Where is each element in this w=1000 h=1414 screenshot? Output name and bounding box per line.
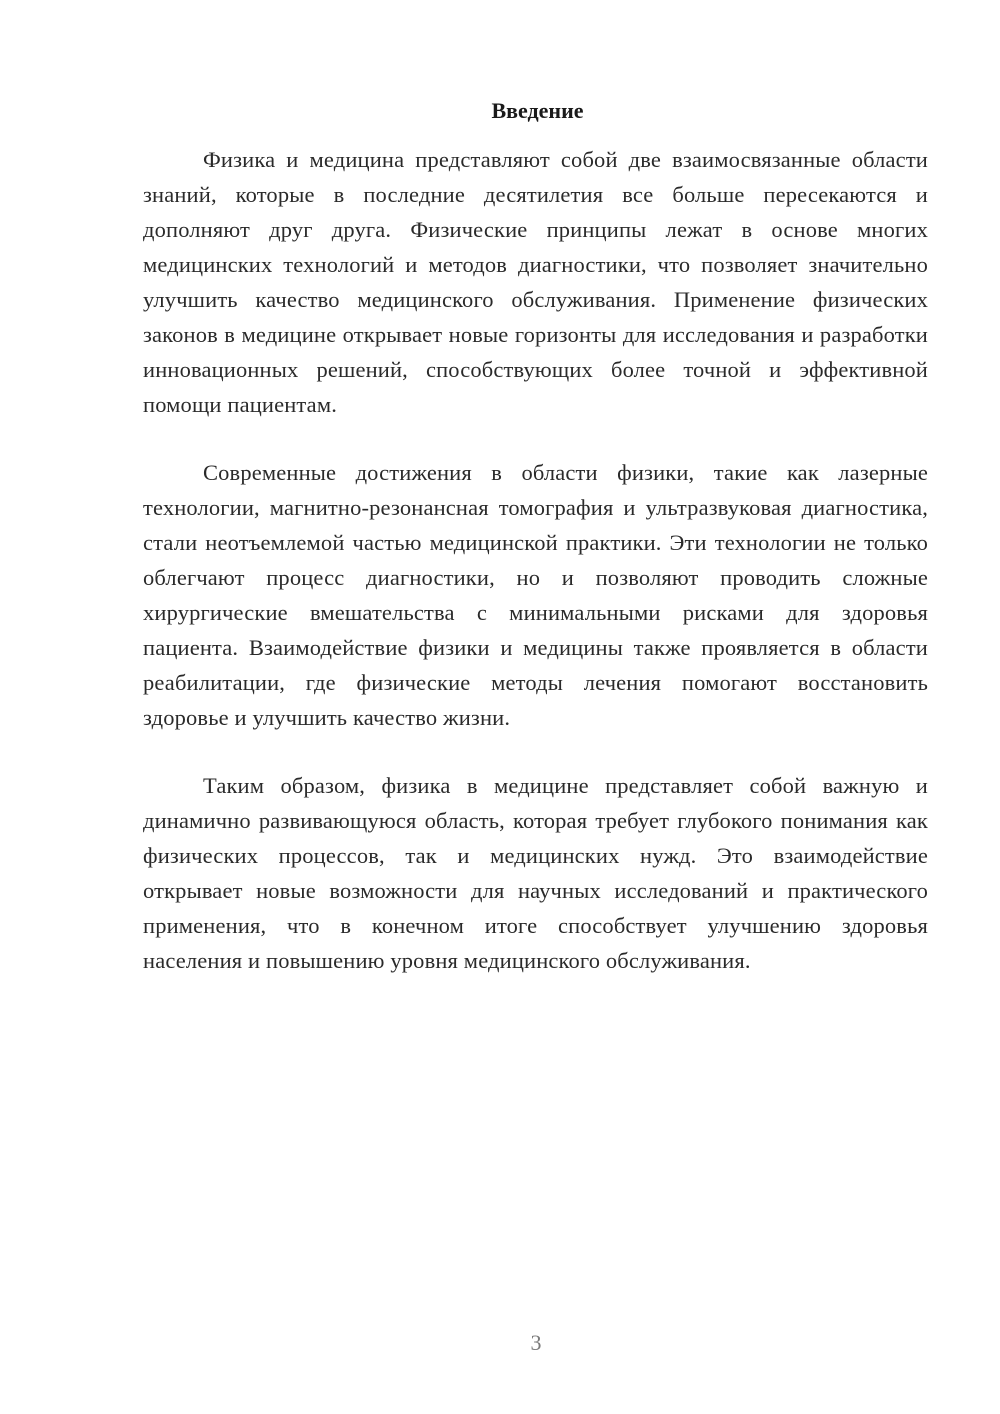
- paragraph-2: Современные достижения в области физики, такие как лазерные технологии, магнитно-резонансная томография и ультразвуковая диагностика, стали неотъемлемой частью медицинской практики. Эти технологии не только облегчают процесс диагностики, но и позволяют проводить сложные хирургические вмешательства с минимальными рисками для здоровья пациента. Взаимодействие физики и медицины также проявляется в области реабилитации, где физические методы лечения помогают восстановить здоровье и улучшить качество жизни.: [143, 460, 928, 730]
- paragraph-3: Таким образом, физика в медицине представляет собой важную и динамично развивающуюся область, которая требует глубокого понимания как физических процессов, так и медицинских нужд. Это взаимодействие открывает новые возможности для научных исследований и практического применения, что в конечном итоге способствует улучшению здоровья населения и повышению уровня медицинского обслуживания.: [143, 773, 928, 973]
- page-number: 3: [530, 1330, 542, 1355]
- page-content: [143, 92, 928, 1011]
- section-title: Введение: [491, 98, 584, 123]
- paragraph-1: Физика и медицина представляют собой две взаимосвязанные области знаний, которые в последние десятилетия все больше пересекаются и дополняют друг друга. Физические принципы лежат в основе многих медицинских технологий и методов диагностики, что позволяет значительно улучшить качество медицинского обслуживания. Применение физических законов в медицине открывает новые горизонты для исследования и разработки инновационных решений, способствующих более точной и эффективной помощи пациентам.: [143, 147, 928, 417]
